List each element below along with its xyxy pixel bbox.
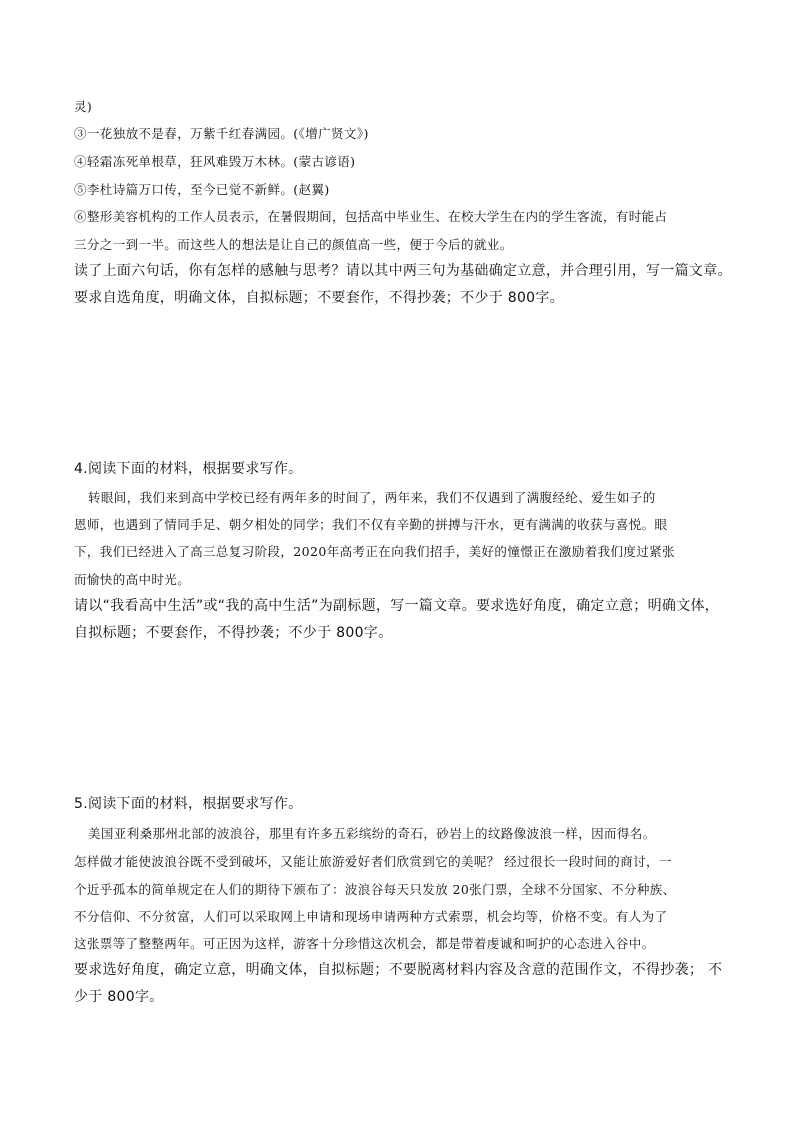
quote-item-6-line-1: ⑥整形美容机构的工作人员表示，在暑假期间，包括高中毕业生、在校大学生在内的学生客流，有时能占 <box>74 209 668 224</box>
section4-material-line-2: 恩师，也遇到了情同手足、朝夕相处的同学；我们不仅有辛勤的拼搏与汗水，更有满满的收获与喜悦。眼 <box>74 517 668 532</box>
section5-material-line-3: 个近乎孤本的简单规定在人们的期待下颁布了：波浪谷每天只发放 20张门票，全球不分国家、不分种族、 <box>74 882 676 897</box>
section3-prompt-line-2: 要求自选角度，明确文体，自拟标题；不要套作，不得抄袭；不少于 800字。 <box>74 290 564 306</box>
quote-item-3: ③一花独放不是春，万紫千红春满园。(《增广贤文》) <box>74 126 369 141</box>
section5-prompt-line-1: 要求选好角度，确定立意，明确文体，自拟标题；不要脱离材料内容及含意的范围作文，不得抄袭； 不 <box>74 962 723 978</box>
section3-prompt-line-1: 读了上面六句话，你有怎样的感触与思考？请以其中两三句为基础确定立意，并合理引用，写一篇文章。 <box>74 263 732 279</box>
section4-material-line-3: 下，我们已经进入了高三总复习阶段，2020年高考正在向我们招手，美好的憧憬正在激励着我们度过紧张 <box>74 544 676 559</box>
quote-continuation: 灵) <box>74 99 93 114</box>
section4-prompt-line-1: 请以“我看高中生活”或“我的高中生活”为副标题，写一篇文章。要求选好角度，确定立意；明确文体， <box>74 598 720 614</box>
document-page <box>74 0 734 1123</box>
section4-prompt-line-2: 自拟标题；不要套作，不得抄袭；不少于 800字。 <box>74 625 393 641</box>
section5-material-line-5: 这张票等了整整两年。可正因为这样，游客十分珍惜这次机会，都是带着虔诚和呵护的心态进入谷中。 <box>74 936 655 951</box>
quote-item-6-line-2: 三分之一到一半。而这些人的想法是让自己的颜值高一些，便于今后的就业。 <box>74 237 513 252</box>
section5-heading: 5.阅读下面的材料，根据要求写作。 <box>74 796 303 812</box>
quote-item-4: ④轻霜冻死单根草，狂风难毁万木林。(蒙古谚语) <box>74 154 356 169</box>
section5-material-line-1: 美国亚利桑那州北部的波浪谷，那里有许多五彩缤纷的奇石，砂岩上的纹路像波浪一样，因而得名。 <box>88 826 656 841</box>
section4-heading: 4.阅读下面的材料，根据要求写作。 <box>74 461 303 477</box>
section5-material-line-2: 怎样做才能使波浪谷既不受到破坏，又能让旅游爱好者们欣赏到它的美呢？ 经过很长一段时间的商讨，一 <box>74 854 672 869</box>
section5-material-line-4: 不分信仰、不分贫富，人们可以采取网上申请和现场申请两种方式索票，机会均等，价格不变。有人为了 <box>74 909 668 924</box>
section4-material-line-1: 转眼间，我们来到高中学校已经有两年多的时间了，两年来，我们不仅遇到了满腹经纶、爱生如子的 <box>88 490 656 505</box>
section4-material-line-4: 而愉快的高中时光。 <box>74 572 191 587</box>
section5-prompt-line-2: 少于 800字。 <box>74 989 164 1005</box>
quote-item-5: ⑤李杜诗篇万口传，至今已觉不新鲜。(赵翼) <box>74 182 330 197</box>
